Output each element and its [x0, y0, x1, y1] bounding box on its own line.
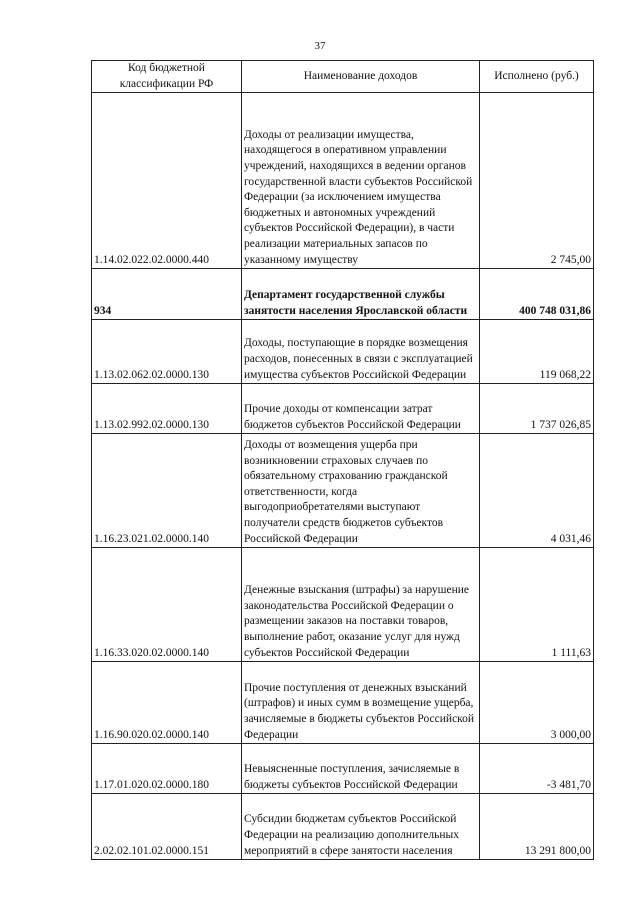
row-budget-code: 1.16.90.020.02.0000.140	[92, 662, 242, 744]
table-row	[92, 794, 594, 860]
row-budget-code: 1.16.23.021.02.0000.140	[92, 434, 242, 548]
table-row-department	[92, 269, 594, 320]
row-executed-amount: 13 291 800,00	[480, 794, 594, 860]
row-revenue-name: Доходы от реализации имущества, находящегося в оперативном управлении учреждений, находящихся в ведении органов государственной власти субъектов Российской Федерации (за исключением имущества бюджетных и автономных учреждений субъектов Российской Федерации), в части реализации материальных запасов по указанному имуществу	[242, 93, 480, 269]
table-row	[92, 744, 594, 794]
table-header-row	[92, 61, 594, 93]
row-budget-code: 1.13.02.992.02.0000.130	[92, 384, 242, 434]
table-row	[92, 384, 594, 434]
row-revenue-name: Доходы, поступающие в порядке возмещения расходов, понесенных в связи с эксплуатацией имущества субъектов Российской Федерации	[242, 320, 480, 384]
header-revenue-name: Наименование доходов	[242, 61, 480, 93]
row-revenue-name: Субсидии бюджетам субъектов Российской Федерации на реализацию дополнительных мероприятий в сфере занятости населения	[242, 794, 480, 860]
row-budget-code: 1.14.02.022.02.0000.440	[92, 93, 242, 269]
row-executed-amount: 1 111,63	[480, 548, 594, 662]
row-executed-amount: 4 031,46	[480, 434, 594, 548]
header-budget-code: Код бюджетной классификации РФ	[92, 61, 242, 93]
table-row	[92, 320, 594, 384]
page-number: 37	[314, 40, 326, 52]
row-executed-amount: 1 737 026,85	[480, 384, 594, 434]
row-executed-amount: -3 481,70	[480, 744, 594, 794]
row-revenue-name: Невыясненные поступления, зачисляемые в бюджеты субъектов Российской Федерации	[242, 744, 480, 794]
row-revenue-name: Доходы от возмещения ущерба при возникновении страховых случаев по обязательному страхованию гражданской ответственности, когда выгодоприобретателями выступают получатели средств бюджетов субъектов Российской Федерации	[242, 434, 480, 548]
budget-revenue-table	[91, 60, 594, 860]
row-revenue-name: Департамент государственной службы занятости населения Ярославской области	[242, 269, 480, 320]
row-revenue-name: Денежные взыскания (штрафы) за нарушение законодательства Российской Федерации о размещении заказов на поставки товаров, выполнение работ, оказание услуг для нужд субъектов Российской Федерации	[242, 548, 480, 662]
row-revenue-name: Прочие поступления от денежных взысканий (штрафов) и иных сумм в возмещение ущерба, зачисляемые в бюджеты субъектов Российской Федерации	[242, 662, 480, 744]
table-row	[92, 662, 594, 744]
row-budget-code: 2.02.02.101.02.0000.151	[92, 794, 242, 860]
row-executed-amount: 2 745,00	[480, 93, 594, 269]
header-executed-amount: Исполнено (руб.)	[480, 61, 594, 93]
row-budget-code: 1.16.33.020.02.0000.140	[92, 548, 242, 662]
row-revenue-name: Прочие доходы от компенсации затрат бюджетов субъектов Российской Федерации	[242, 384, 480, 434]
row-budget-code: 934	[92, 269, 242, 320]
row-executed-amount: 3 000,00	[480, 662, 594, 744]
row-budget-code: 1.17.01.020.02.0000.180	[92, 744, 242, 794]
table-row	[92, 93, 594, 269]
table-row	[92, 548, 594, 662]
row-executed-amount: 400 748 031,86	[480, 269, 594, 320]
table-row	[92, 434, 594, 548]
row-budget-code: 1.13.02.062.02.0000.130	[92, 320, 242, 384]
row-executed-amount: 119 068,22	[480, 320, 594, 384]
